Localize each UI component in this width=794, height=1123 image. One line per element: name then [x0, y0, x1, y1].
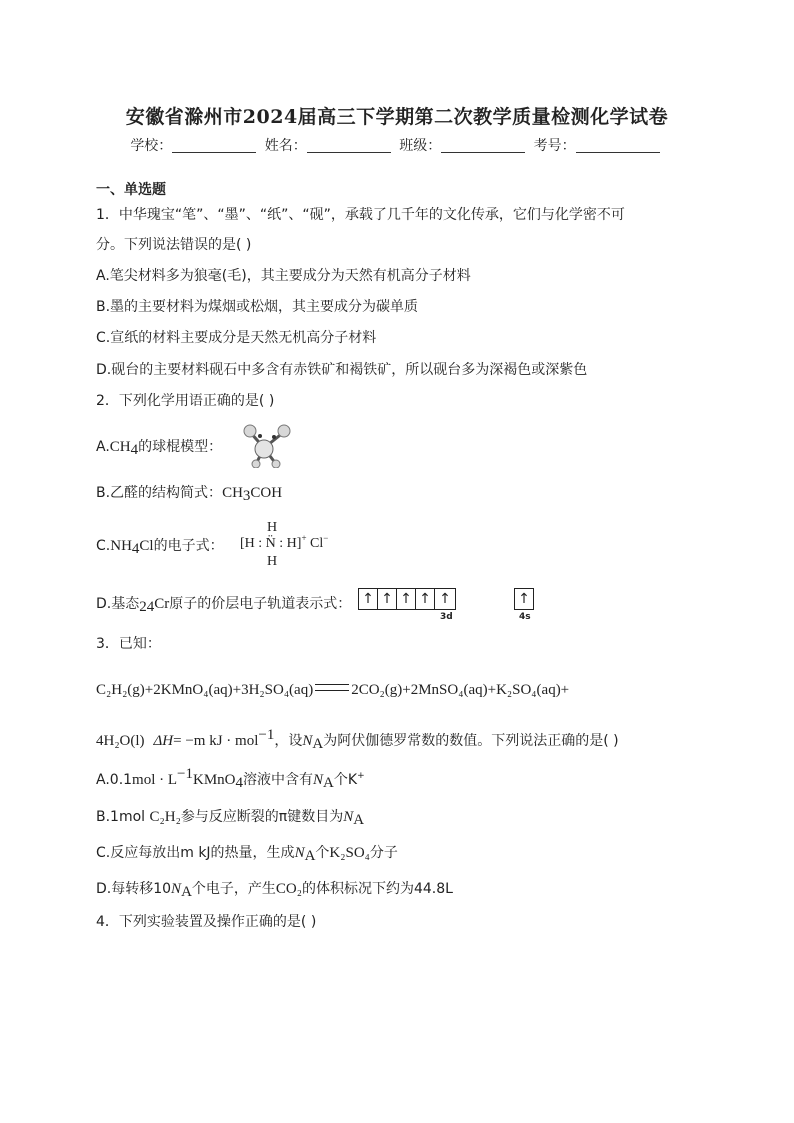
subscript: A: [181, 884, 192, 900]
subscript: A: [312, 736, 324, 752]
formula: CH: [109, 439, 131, 455]
h-bottom: H: [267, 554, 278, 569]
formula: K₂SO₄: [329, 845, 370, 861]
option-letter: A.: [96, 439, 110, 455]
reactants: C₂H₂(g)+2KMnO₄(aq)+3H₂SO₄(aq): [96, 682, 314, 698]
formula: Cl: [139, 538, 154, 554]
text: ，设: [274, 733, 303, 749]
subscript: 4: [235, 775, 244, 791]
q1-stem-line1: 1．中华瑰宝“笔”、“墨”、“纸”、“砚”，承载了几千年的文化传承，它们与化学密不可: [96, 207, 625, 223]
charge: +: [301, 533, 307, 543]
option-text: B.乙醛的结构简式：: [96, 485, 223, 501]
q2-option-a: [96, 437, 222, 457]
school-label: 学校：: [130, 138, 173, 154]
option-text: A.0.1: [96, 772, 133, 788]
text: 分子: [369, 845, 398, 861]
option-text: 的球棍模型：: [138, 439, 223, 455]
charge: −: [323, 533, 329, 543]
delta-h: ΔH: [153, 733, 174, 749]
h-top: H: [267, 520, 278, 535]
text: 个: [315, 845, 330, 861]
q3-equation-line1: [96, 680, 569, 700]
q1-option-a: A.笔尖材料多为狼毫(毛)，其主要成分为天然有机高分子材料: [96, 268, 471, 284]
formula: KMnO: [193, 772, 236, 788]
subscript: A: [353, 812, 365, 828]
class-blank[interactable]: [441, 138, 525, 153]
option-text: 的电子式：: [153, 538, 224, 554]
student-info-row: [0, 135, 794, 155]
school-blank[interactable]: [172, 138, 256, 153]
q1-option-d: D.砚台的主要材料砚石中多含有赤铁矿和褐铁矿，所以砚台多为深褐色或深紫色: [96, 362, 588, 378]
q3-option-b: [96, 807, 364, 827]
avogadro-symbol: N: [171, 881, 182, 897]
orbital-box: ↑: [396, 588, 416, 610]
orbital-box: ↑: [434, 588, 456, 610]
q1-option-b: B.墨的主要材料为煤烟或松烟，其主要成分为碳单质: [96, 299, 419, 315]
superscript: −1: [177, 766, 194, 782]
subscript: A: [304, 848, 316, 864]
formula: Cr: [154, 596, 170, 612]
q2-option-d: [96, 594, 351, 614]
orbital-box-4s: ↑: [514, 588, 534, 610]
subscript: 4: [130, 442, 139, 458]
q1-stem-line2: 分。下列说法错误的是( ): [96, 237, 252, 253]
ch4-ball-stick-model: [240, 420, 296, 468]
avogadro-symbol: N: [294, 845, 305, 861]
q2-option-b: [96, 483, 282, 503]
text: 溶液中含有: [243, 772, 314, 788]
label-3d: 3d: [440, 612, 453, 622]
q3-option-a: [96, 766, 365, 791]
option-text: D.基态: [96, 596, 140, 612]
text: 个电子，产生: [191, 881, 276, 897]
class-label: 班级：: [399, 138, 442, 154]
superscript: +: [357, 771, 365, 781]
unit: mol · L: [132, 772, 178, 788]
name-label: 姓名：: [264, 138, 307, 154]
text: 为阿伏伽德罗常数的数值。下列说法正确的是( ): [323, 733, 619, 749]
q3-equation-line2: [96, 727, 619, 752]
name-blank[interactable]: [307, 138, 391, 153]
ammonium-bracket: [240, 533, 329, 552]
subscript: A: [323, 775, 334, 791]
q2-option-c: [96, 536, 224, 556]
section-heading: 一、单选题: [96, 182, 166, 198]
formula: COH: [250, 485, 283, 501]
orbital-box: ↑: [415, 588, 435, 610]
option-text: B.1mol: [96, 809, 146, 825]
page-title: 安徽省滁州市2024届高三下学期第二次教学质量检测化学试卷: [125, 106, 669, 128]
q2-stem: 2．下列化学用语正确的是( ): [96, 393, 275, 409]
enthalpy-value: = −m kJ · mol: [173, 733, 259, 749]
option-text: C.反应每放出m kJ的热量，生成: [96, 845, 295, 861]
option-text: D.每转移10: [96, 881, 172, 897]
q1-option-c: C.宣纸的材料主要成分是天然无机高分子材料: [96, 330, 377, 346]
avogadro-symbol: N: [313, 772, 324, 788]
number-label: 考号：: [533, 138, 576, 154]
option-letter: C.: [96, 538, 111, 554]
formula: C₂H₂: [149, 809, 181, 825]
q3-option-d: [96, 879, 453, 899]
option-text: 原子的价层电子轨道表示式：: [169, 596, 352, 612]
orbital-box: ↑: [377, 588, 397, 610]
superscript: −1: [258, 727, 275, 743]
subscript: 4: [131, 541, 140, 557]
equals-sign: [315, 684, 349, 691]
text: 参与反应断裂的π键数目为: [180, 809, 344, 825]
formula: NH: [110, 538, 132, 554]
formula: CO₂: [275, 881, 302, 897]
formula: CH: [222, 485, 243, 501]
orbital-box: ↑: [358, 588, 378, 610]
subscript: 3: [242, 488, 251, 504]
chloride: Cl: [310, 536, 324, 551]
q3-stem: 3．已知：: [96, 636, 161, 652]
q4-stem: 4．下列实验装置及操作正确的是( ): [96, 914, 317, 930]
subscript: 24: [139, 599, 155, 615]
number-blank[interactable]: [576, 138, 660, 153]
label-4s: 4s: [519, 612, 531, 622]
avogadro-symbol: N: [343, 809, 354, 825]
product-water: 4H₂O(l): [96, 733, 145, 749]
bracket-body: [H : N̈ : H]: [240, 536, 302, 551]
text: 的体积标况下约为44.8L: [301, 881, 453, 897]
products: 2CO₂(g)+2MnSO₄(aq)+K₂SO₄(aq)+: [351, 682, 570, 698]
avogadro-symbol: N: [302, 733, 313, 749]
q3-option-c: [96, 843, 398, 863]
text: 个K: [333, 772, 358, 788]
